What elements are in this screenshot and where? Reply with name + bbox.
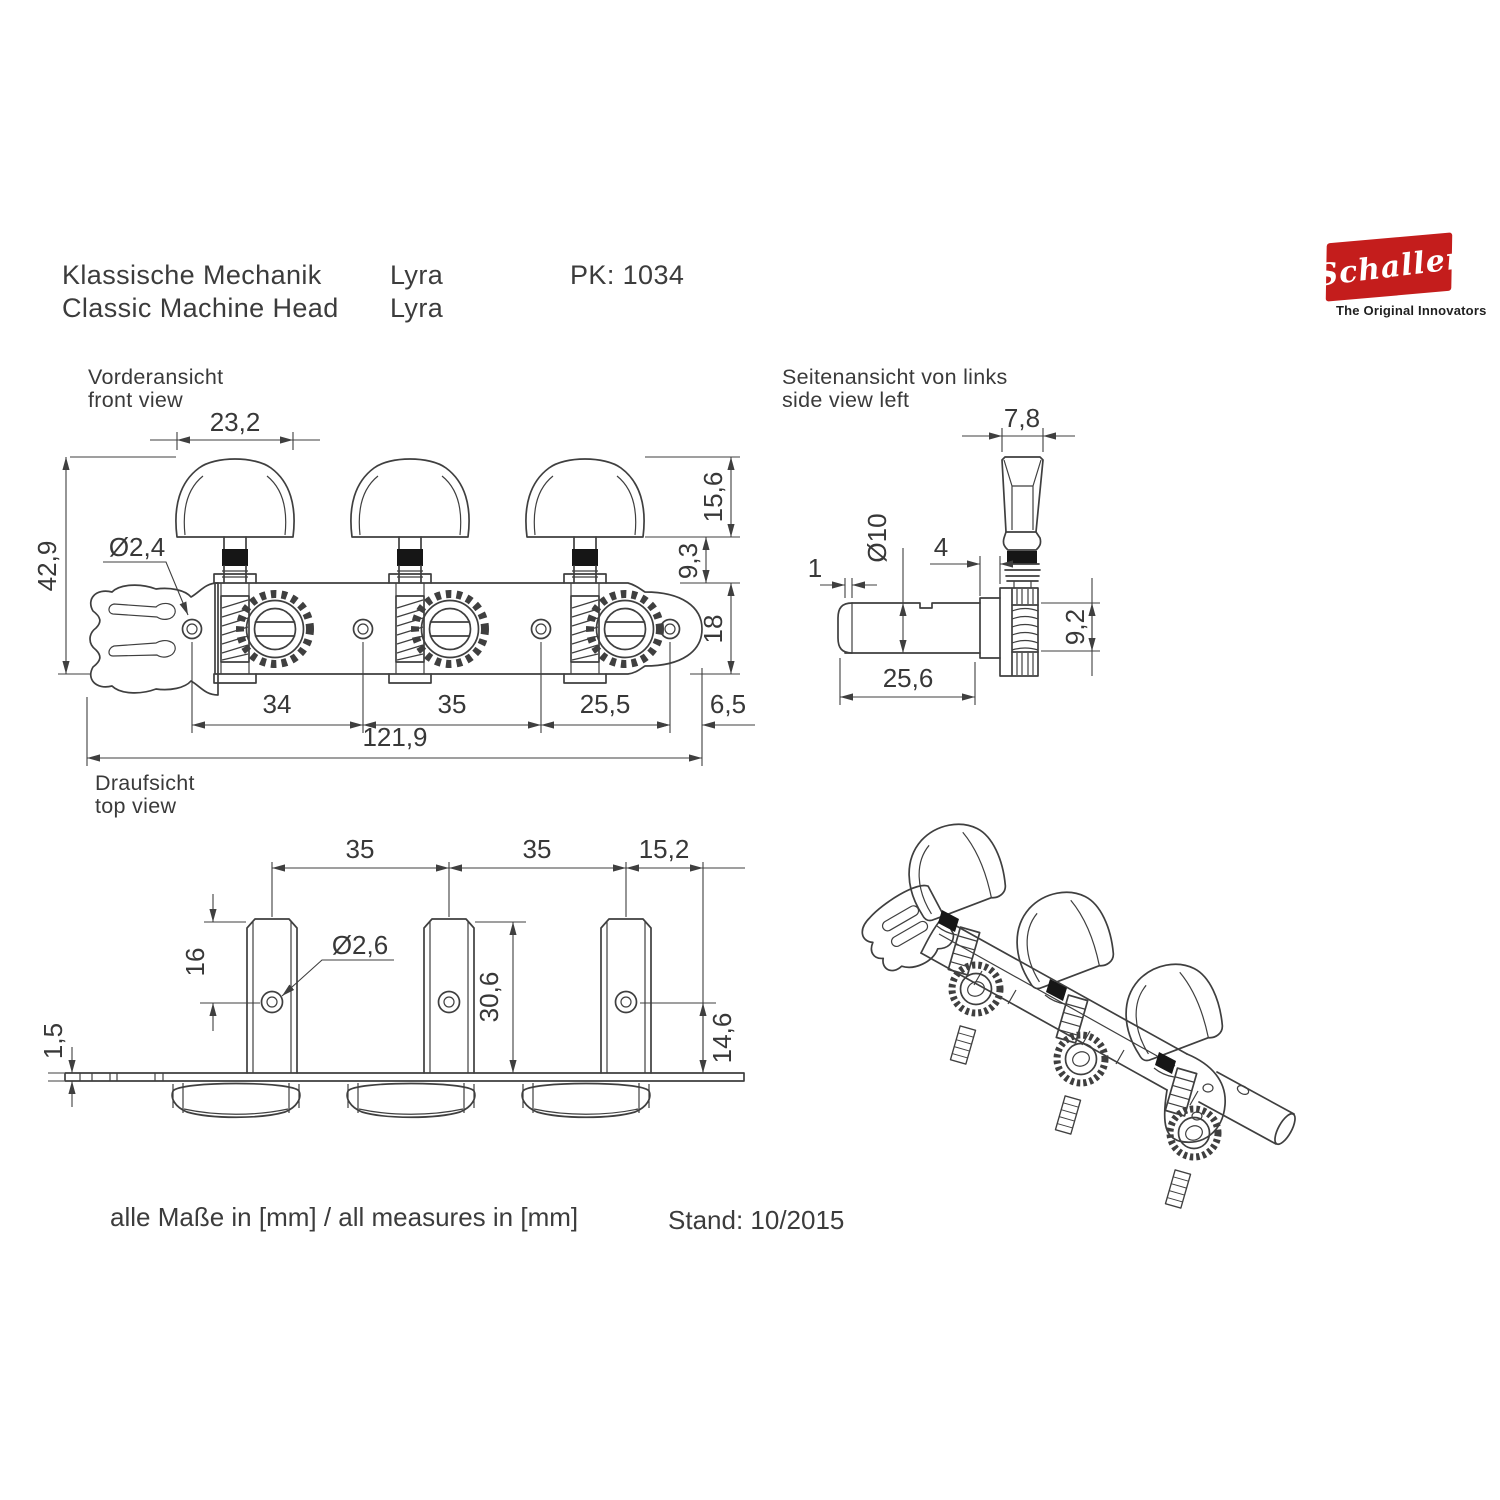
plate-edge-top	[65, 1073, 744, 1081]
side-view-label: Seitenansicht von links side view left	[782, 365, 1008, 412]
dim-post-top-to-hole: 16	[180, 947, 210, 977]
revision-date: Stand: 10/2015	[668, 1205, 845, 1235]
plate-3d	[921, 918, 1225, 1142]
brand-name: Schaller	[1313, 240, 1465, 294]
schaller-logo	[1313, 232, 1465, 301]
top-view-dimensions	[38, 834, 745, 1107]
dim-bracket-offset: 4	[933, 532, 949, 562]
string-roller-side	[838, 598, 1000, 658]
dim-knob-height: 9,2	[1060, 608, 1090, 646]
dim-pitch-3: 25,5	[579, 689, 631, 719]
front-view-label: Vorderansicht front view	[88, 365, 224, 412]
lyre-edge-ticks	[80, 1073, 163, 1081]
dim-pitch-2: 35	[437, 689, 467, 719]
perspective-view-drawing	[845, 785, 1425, 1245]
dim-button-thickness: 7,8	[1003, 403, 1041, 433]
tuner-unit-side	[1000, 588, 1038, 676]
dim-button-height: 15,6	[698, 471, 728, 523]
units-note: alle Maße in [mm] / all measures in [mm]	[110, 1202, 579, 1232]
dim-plate-height: 18	[698, 614, 728, 644]
roller-3d	[1199, 1072, 1299, 1147]
title-german: Klassische Mechanik	[62, 260, 322, 290]
lyre-3d	[854, 880, 961, 983]
dim-screw-hole: Ø2,4	[108, 532, 166, 562]
side-view-dimensions	[808, 403, 1100, 705]
model-english: Lyra	[390, 293, 444, 323]
dim-total-height: 42,9	[32, 540, 62, 592]
model-german: Lyra	[390, 260, 444, 290]
dim-string-hole: Ø2,6	[331, 930, 389, 960]
dim-top-pitch-1: 35	[345, 834, 375, 864]
dim-post-exposed: 9,3	[673, 542, 703, 580]
dim-end-offset: 6,5	[709, 689, 747, 719]
button-side	[1002, 457, 1043, 588]
part-code: PK: 1034	[570, 260, 685, 290]
lyre-cutout-upper	[109, 603, 175, 619]
dim-pitch-1: 34	[262, 689, 292, 719]
dim-top-pitch-2: 35	[522, 834, 552, 864]
title-english: Classic Machine Head	[62, 293, 339, 323]
dim-hole-to-plate: 14,6	[707, 1012, 737, 1064]
brand-tagline: The Original Innovators	[1336, 303, 1487, 318]
top-view-label: Draufsicht top view	[95, 771, 195, 818]
dim-plate-thickness-side: 1	[807, 553, 823, 583]
dim-roller-dia: Ø10	[862, 513, 892, 563]
lyre-cutout-lower	[109, 641, 175, 657]
front-view-drawing	[32, 355, 780, 780]
knurled-knobs-3d	[952, 965, 1218, 1157]
dim-post-depth: 30,6	[474, 971, 504, 1023]
dim-button-width: 23,2	[209, 407, 261, 437]
dim-end-pitch: 15,2	[638, 834, 690, 864]
dim-plate-thickness-top: 1,5	[38, 1022, 68, 1060]
dim-roller-length: 25,6	[882, 663, 934, 693]
dim-total-length: 121,9	[362, 722, 428, 752]
lyre-end-plate	[90, 583, 218, 695]
top-view-drawing	[30, 760, 770, 1190]
side-view-drawing	[780, 400, 1120, 720]
